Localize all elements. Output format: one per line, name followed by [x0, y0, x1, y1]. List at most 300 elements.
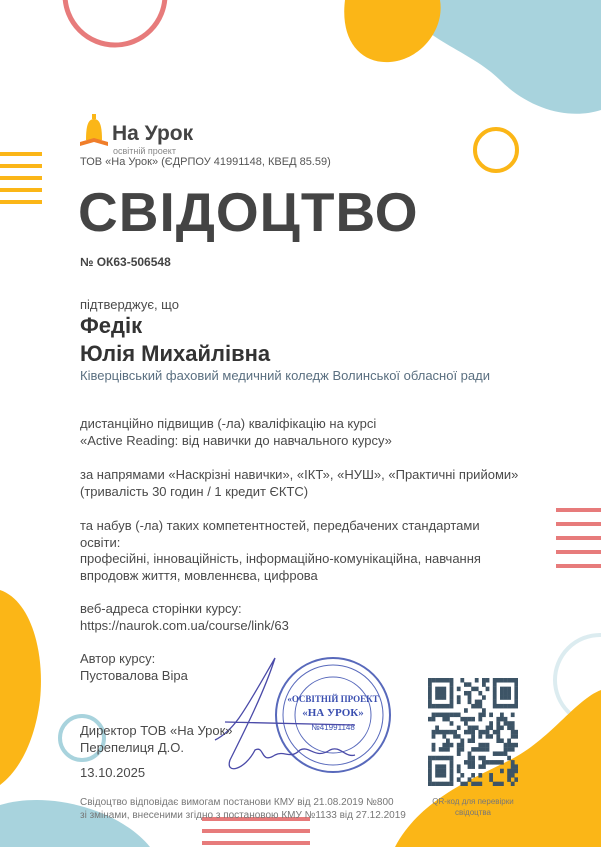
qr-module — [478, 756, 482, 761]
qr-module — [511, 734, 515, 739]
qr-module — [439, 678, 443, 683]
qr-module — [507, 769, 511, 774]
qr-module — [468, 695, 472, 700]
qr-module — [514, 682, 518, 687]
qr-module — [507, 695, 511, 700]
qr-module — [468, 700, 472, 705]
qr-module — [428, 687, 432, 692]
qr-module — [511, 743, 515, 748]
qr-module — [450, 769, 454, 774]
recipient-institution: Ківерцівський фаховий медичний коледж Волинської обласної ради — [80, 368, 490, 383]
qr-module — [450, 700, 454, 705]
author-name: Пустовалова Віра — [80, 667, 188, 683]
qr-module — [507, 743, 511, 748]
qr-module — [478, 764, 482, 769]
directions-text — [80, 467, 518, 500]
qr-module — [475, 700, 479, 705]
qr-module — [496, 704, 500, 709]
qr-module — [511, 769, 515, 774]
qr-module — [464, 730, 468, 735]
qr-module — [478, 730, 482, 735]
qr-module — [493, 678, 497, 683]
qr-module — [496, 760, 500, 765]
qr-module — [514, 704, 518, 709]
qr-module — [486, 687, 490, 692]
qr-module — [460, 678, 464, 683]
qr-module — [428, 760, 432, 765]
course-url-link[interactable]: https://naurok.com.ua/course/link/63 — [80, 617, 289, 633]
qr-module — [468, 717, 472, 722]
qr-module — [428, 695, 432, 700]
qr-module — [457, 743, 461, 748]
qr-module — [482, 678, 486, 683]
qr-module — [428, 691, 432, 696]
course-name: «Active Reading: від навички до навчального курсу» — [80, 432, 392, 448]
qr-module — [450, 730, 454, 735]
qr-module — [511, 713, 515, 718]
qr-module — [457, 695, 461, 700]
qr-module — [507, 756, 511, 761]
logo-subtitle: освітній проект — [113, 146, 176, 156]
qr-module — [432, 747, 436, 752]
qr-module — [442, 782, 446, 786]
qr-module — [493, 700, 497, 705]
qr-module — [482, 747, 486, 752]
qr-module — [468, 764, 472, 769]
qr-module — [496, 782, 500, 786]
qr-module — [450, 743, 454, 748]
qr-module — [442, 743, 446, 748]
qr-module — [432, 730, 436, 735]
qr-module — [442, 713, 446, 718]
qr-module — [432, 704, 436, 709]
qr-module — [468, 738, 472, 743]
qr-module — [450, 691, 454, 696]
qr-module — [475, 687, 479, 692]
qr-module — [460, 747, 464, 752]
qr-module — [435, 726, 439, 731]
qr-module — [478, 691, 482, 696]
qr-module — [428, 678, 432, 683]
qr-module — [435, 769, 439, 774]
qr-module — [514, 687, 518, 692]
qr-module — [511, 678, 515, 683]
qr-module — [468, 777, 472, 782]
qr-module — [464, 708, 468, 713]
qr-module — [504, 691, 508, 696]
qr-module — [442, 695, 446, 700]
qr-module — [500, 782, 504, 786]
qr-module — [511, 747, 515, 752]
director-title: Директор ТОВ «На Урок» — [80, 723, 233, 738]
qr-module — [442, 773, 446, 778]
qr-module — [486, 726, 490, 731]
qr-module — [496, 751, 500, 756]
qr-module — [486, 747, 490, 752]
qr-module — [493, 704, 497, 709]
qr-module — [457, 700, 461, 705]
competencies-line: впродовж життя, мовленнєва, цифрова — [80, 567, 318, 583]
qr-module — [450, 687, 454, 692]
qr-module — [493, 751, 497, 756]
qr-module — [478, 773, 482, 778]
qr-module — [504, 704, 508, 709]
qr-module — [482, 695, 486, 700]
qr-module — [439, 747, 443, 752]
qr-module — [507, 726, 511, 731]
qr-module — [496, 730, 500, 735]
qr-module — [475, 726, 479, 731]
qr-module — [504, 743, 508, 748]
qr-module — [478, 734, 482, 739]
qr-module — [507, 747, 511, 752]
qr-module — [511, 704, 515, 709]
qr-code[interactable] — [428, 678, 518, 786]
qr-module — [450, 682, 454, 687]
qr-module — [450, 678, 454, 683]
qr-module — [514, 678, 518, 683]
qr-module — [507, 773, 511, 778]
stamp-text: №41991148 — [311, 723, 355, 732]
qr-module — [439, 773, 443, 778]
qr-module — [428, 777, 432, 782]
qr-module — [450, 764, 454, 769]
qr-module — [442, 678, 446, 683]
qr-module — [460, 773, 464, 778]
qr-module — [450, 756, 454, 761]
qr-module — [446, 782, 450, 786]
director-block — [80, 723, 233, 756]
qr-module — [500, 760, 504, 765]
qr-module — [432, 743, 436, 748]
qr-module — [507, 691, 511, 696]
qr-module — [511, 721, 515, 726]
qr-module — [507, 704, 511, 709]
qr-module — [442, 764, 446, 769]
qr-module — [504, 717, 508, 722]
qr-module — [500, 726, 504, 731]
competencies-line: та набув (-ла) таких компетентностей, передбачених стандартами — [80, 518, 480, 533]
qr-module — [435, 678, 439, 683]
qr-module — [493, 760, 497, 765]
qr-module — [464, 691, 468, 696]
company-line: ТОВ «На Урок» (ЄДРПОУ 41991148, КВЕД 85.59) — [80, 156, 331, 168]
qr-module — [500, 687, 504, 692]
qr-module — [435, 730, 439, 735]
qr-module — [439, 691, 443, 696]
qr-module — [475, 747, 479, 752]
qr-module — [457, 726, 461, 731]
qr-module — [514, 743, 518, 748]
qr-module — [446, 747, 450, 752]
qr-module — [442, 756, 446, 761]
qr-module — [439, 713, 443, 718]
qr-module — [450, 713, 454, 718]
qr-module — [471, 773, 475, 778]
qr-module — [471, 738, 475, 743]
qr-module — [432, 678, 436, 683]
qr-module — [442, 730, 446, 735]
qr-module — [439, 764, 443, 769]
qr-module — [468, 730, 472, 735]
qr-module — [446, 713, 450, 718]
qr-module — [450, 695, 454, 700]
qr-module — [489, 734, 493, 739]
qr-module — [442, 687, 446, 692]
qr-module — [446, 704, 450, 709]
qr-module — [442, 747, 446, 752]
qr-module — [442, 717, 446, 722]
qr-module — [507, 678, 511, 683]
qr-module — [504, 751, 508, 756]
qr-module — [486, 760, 490, 765]
legal-line: зі змінами, внесеними згідно з постановою КМУ №1133 від 27.12.2019 — [80, 810, 406, 821]
qr-module — [482, 743, 486, 748]
qr-module — [486, 734, 490, 739]
qr-module — [432, 713, 436, 718]
qr-module — [432, 756, 436, 761]
course-text — [80, 416, 392, 449]
qr-module — [507, 777, 511, 782]
qr-module — [450, 773, 454, 778]
recipient-surname: Федік — [80, 313, 143, 338]
issue-date: 13.10.2025 — [80, 765, 146, 780]
certificate-number: № ОК63-506548 — [80, 255, 171, 269]
qr-module — [468, 726, 472, 731]
qr-module — [432, 782, 436, 786]
qr-module — [507, 738, 511, 743]
qr-module — [511, 773, 515, 778]
qr-module — [450, 777, 454, 782]
qr-module — [500, 691, 504, 696]
certificate-title: СВІДОЦТВО — [78, 181, 419, 243]
qr-module — [478, 704, 482, 709]
stamp-text: «ОСВІТНІЙ ПРОЕКТ — [287, 694, 379, 704]
course-url-block — [80, 601, 289, 634]
qr-module — [468, 691, 472, 696]
qr-module — [496, 726, 500, 731]
qr-module — [428, 782, 432, 786]
qr-module — [446, 738, 450, 743]
qr-module — [489, 760, 493, 765]
qr-module — [500, 769, 504, 774]
duration-line: (тривалість 30 годин / 1 кредит ЄКТС) — [80, 483, 309, 499]
qr-module — [486, 730, 490, 735]
qr-module — [428, 764, 432, 769]
qr-module — [428, 773, 432, 778]
competencies-line: освіти: — [80, 534, 121, 550]
qr-module — [514, 769, 518, 774]
qr-module — [450, 760, 454, 765]
qr-module — [478, 782, 482, 786]
qr-module — [514, 695, 518, 700]
qr-module — [428, 769, 432, 774]
qr-module — [453, 713, 457, 718]
qr-module — [468, 760, 472, 765]
qr-module — [511, 782, 515, 786]
author-block — [80, 651, 188, 684]
directions-line: за напрямами «Наскрізні навички», «ІКТ», «НУШ», «Практичні прийоми» — [80, 467, 519, 482]
stamp-text: «НА УРОК» — [302, 707, 364, 719]
qr-module — [500, 738, 504, 743]
recipient-given-name: Юлія Михайлівна — [80, 341, 271, 366]
qr-module — [493, 682, 497, 687]
qr-module — [493, 691, 497, 696]
qr-module — [428, 682, 432, 687]
qr-module — [482, 713, 486, 718]
qr-module — [486, 678, 490, 683]
qr-module — [471, 782, 475, 786]
qr-module — [471, 747, 475, 752]
qr-module — [450, 782, 454, 786]
qr-module — [457, 751, 461, 756]
qr-module — [439, 769, 443, 774]
qr-module — [464, 682, 468, 687]
qr-module — [432, 734, 436, 739]
qr-module — [442, 691, 446, 696]
qr-module — [428, 717, 432, 722]
qr-module — [471, 687, 475, 692]
qr-module — [511, 730, 515, 735]
qr-module — [464, 782, 468, 786]
qr-module — [478, 700, 482, 705]
qr-caption — [420, 796, 526, 818]
qr-module — [500, 678, 504, 683]
bell-book-logo-icon — [80, 114, 108, 152]
qr-module — [439, 756, 443, 761]
qr-module — [435, 764, 439, 769]
qr-module — [511, 726, 515, 731]
qr-module — [450, 704, 454, 709]
qr-module — [457, 769, 461, 774]
qr-module — [489, 773, 493, 778]
qr-module — [489, 726, 493, 731]
qr-module — [435, 695, 439, 700]
competencies-text — [80, 518, 481, 584]
qr-module — [439, 730, 443, 735]
director-name: Перепелиця Д.О. — [80, 739, 184, 755]
qr-module — [442, 734, 446, 739]
qr-module — [504, 678, 508, 683]
qr-module — [439, 687, 443, 692]
qr-module — [514, 734, 518, 739]
qr-module — [435, 756, 439, 761]
logo-name: На Урок — [112, 122, 194, 145]
qr-module — [496, 678, 500, 683]
qr-module — [457, 747, 461, 752]
qr-module — [489, 713, 493, 718]
qr-module — [428, 704, 432, 709]
qr-module — [468, 751, 472, 756]
qr-module — [439, 695, 443, 700]
qr-module — [475, 704, 479, 709]
qr-module — [489, 721, 493, 726]
qr-module — [478, 717, 482, 722]
qr-module — [446, 756, 450, 761]
qr-module — [496, 734, 500, 739]
qr-module — [504, 695, 508, 700]
qr-module — [514, 691, 518, 696]
qr-module — [482, 682, 486, 687]
competencies-line: професійні, інноваційність, інформаційно-комунікаційна, навчання — [80, 551, 481, 566]
qr-module — [464, 717, 468, 722]
legal-line: Свідоцтво відповідає вимогам постанови КМУ від 21.08.2019 №800 — [80, 797, 394, 808]
qr-module — [460, 743, 464, 748]
qr-module — [435, 704, 439, 709]
qr-module — [460, 717, 464, 722]
qr-module — [457, 764, 461, 769]
qr-module — [493, 782, 497, 786]
qr-module — [496, 721, 500, 726]
qr-module — [482, 764, 486, 769]
qr-module — [507, 687, 511, 692]
qr-module — [493, 695, 497, 700]
qr-module — [471, 704, 475, 709]
qr-module — [446, 678, 450, 683]
qr-module — [453, 730, 457, 735]
qr-module — [446, 730, 450, 735]
qr-module — [471, 734, 475, 739]
qr-module — [460, 782, 464, 786]
qr-module — [504, 687, 508, 692]
qr-module — [514, 777, 518, 782]
qr-module — [482, 760, 486, 765]
qr-module — [478, 713, 482, 718]
qr-module — [475, 782, 479, 786]
qr-module — [500, 717, 504, 722]
qr-module — [468, 682, 472, 687]
qr-module — [511, 760, 515, 765]
qr-module — [471, 760, 475, 765]
official-stamp — [205, 650, 405, 790]
qr-module — [478, 743, 482, 748]
qr-module — [500, 751, 504, 756]
qr-module — [511, 764, 515, 769]
qr-module — [486, 743, 490, 748]
qr-module — [496, 717, 500, 722]
qr-module — [496, 738, 500, 743]
qr-module — [493, 730, 497, 735]
qr-module — [493, 687, 497, 692]
qr-module — [489, 777, 493, 782]
qr-module — [471, 730, 475, 735]
qr-module — [457, 687, 461, 692]
qr-module — [478, 747, 482, 752]
qr-module — [471, 764, 475, 769]
qr-module — [428, 756, 432, 761]
qr-module — [446, 743, 450, 748]
qr-module — [435, 782, 439, 786]
qr-module — [457, 777, 461, 782]
qr-module — [504, 747, 508, 752]
qr-module — [432, 717, 436, 722]
qr-module — [457, 713, 461, 718]
qr-module — [439, 704, 443, 709]
qr-module — [442, 769, 446, 774]
qr-module — [500, 713, 504, 718]
qr-module — [471, 726, 475, 731]
qr-caption-line: QR-код для перевірки — [432, 797, 514, 806]
qr-module — [482, 708, 486, 713]
legal-note — [80, 796, 406, 822]
qr-module — [464, 721, 468, 726]
qr-module — [460, 738, 464, 743]
qr-module — [471, 717, 475, 722]
qr-module — [457, 734, 461, 739]
course-line: дистанційно підвищив (-ла) кваліфікацію на курсі — [80, 416, 377, 431]
qr-module — [514, 764, 518, 769]
qr-module — [435, 687, 439, 692]
